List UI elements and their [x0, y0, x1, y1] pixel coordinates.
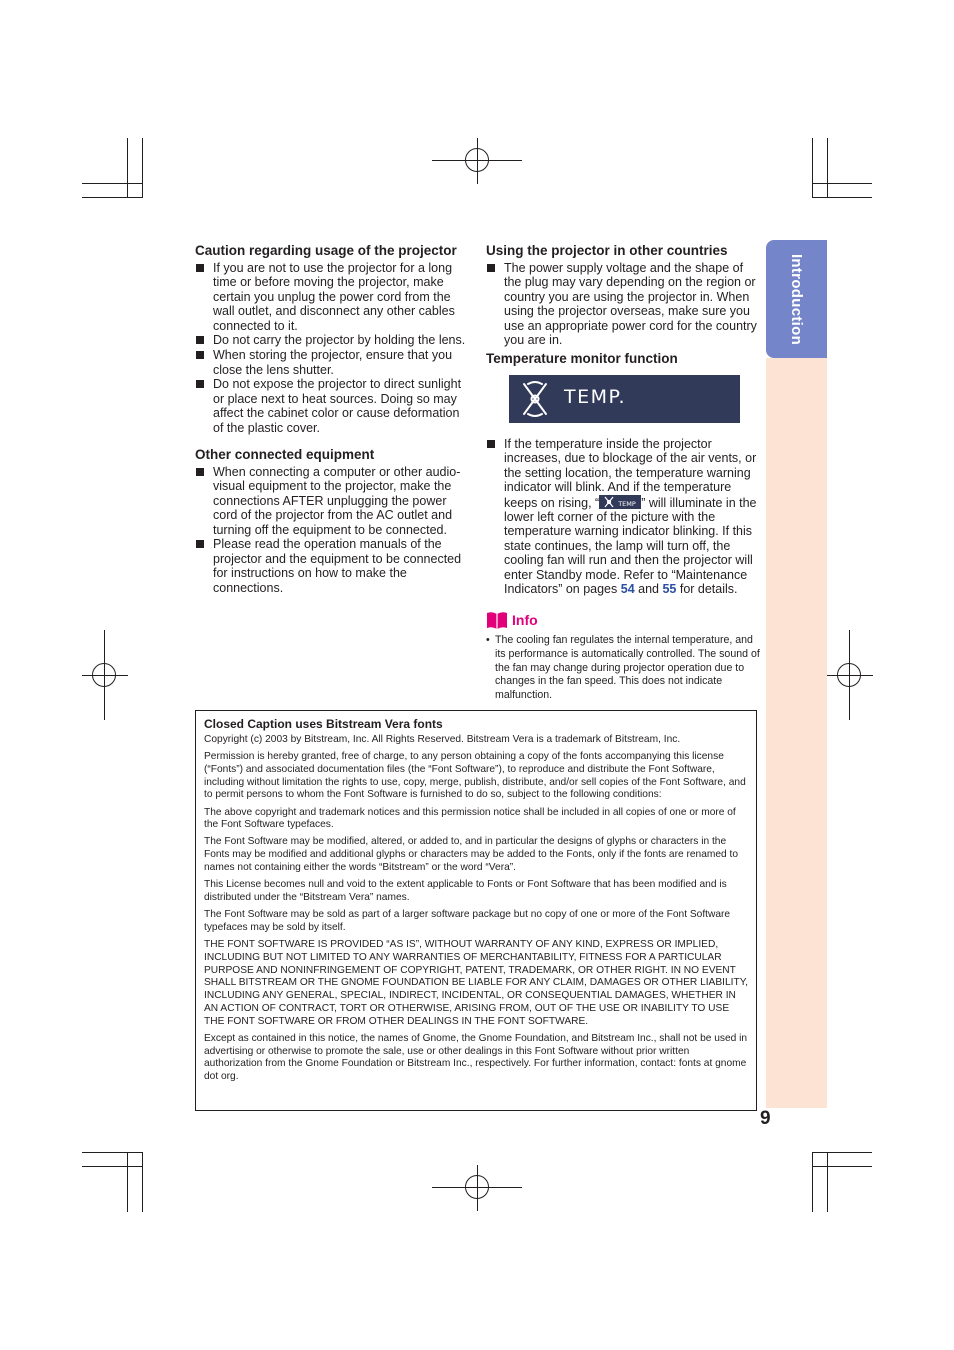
book-icon — [486, 611, 508, 629]
license-paragraph: The above copyright and trademark notices and this permission notice shall be included in all copies of one or more of the Font Software typefaces. — [204, 806, 736, 831]
section-tab-label: Introduction — [788, 253, 805, 345]
temp-text-part1: If the temperature inside the projector increases, due to blockage of the air vents, or the setting location, the temperature warning indicator will blink. And if the temperature keeps on rising, “ — [504, 437, 757, 510]
list-item — [486, 437, 762, 596]
page-link-55[interactable]: 55 — [662, 582, 677, 597]
temperature-warning-icon — [602, 495, 616, 509]
side-strip — [766, 358, 827, 1108]
list-item: Do not expose the projector to direct sunlight or place next to heat sources. Doing so may affect the cabinet color or cause deformation of the plastic cover. — [195, 377, 471, 435]
info-bullet: • — [486, 634, 490, 646]
other-equipment-heading: Other connected equipment — [195, 447, 375, 463]
inline-temp-indicator — [599, 495, 641, 509]
temp-indicator-label: TEMP. — [564, 386, 627, 408]
license-paragraph: This License becomes null and void to the extent applicable to Fonts or Font Software that has been modified and is distributed under the “Bitstream Vera” names. — [204, 879, 727, 903]
license-paragraph: Copyright (c) 2003 by Bitstream, Inc. All Rights Reserved. Bitstream Vera is a trademark of Bitstream, Inc. — [204, 734, 681, 745]
inline-temp-label: TEMP — [618, 499, 636, 508]
list-item: When connecting a computer or other audio-visual equipment to the projector, make the connections AFTER unplugging the power cord of the projector from the AC outlet and turning off the equipment to be connected. — [195, 465, 471, 537]
license-paragraph: The Font Software may be sold as part of a larger software package but no copy of one or more of the Font Software typefaces may be sold by itself. — [204, 909, 731, 933]
temp-text-part3: for details. — [676, 582, 738, 597]
right-column-top — [486, 243, 762, 367]
license-title: Closed Caption uses Bitstream Vera fonts — [204, 717, 443, 731]
right-column-temp-text — [486, 435, 762, 597]
info-title: Info — [512, 612, 538, 628]
temperature-heading: Temperature monitor function — [486, 351, 678, 367]
caution-list — [195, 261, 471, 435]
temp-text-part2: ” will illuminate in the lower left corner of the picture with the temperature warning indicator blinking. If this state continues, the lamp will turn off, the cooling fan will run and then the projector will enter Standby mode. Refer to “Maintenance Indicators” on pages — [504, 495, 757, 597]
countries-list — [486, 261, 762, 347]
license-paragraph: Permission is hereby granted, free of charge, to any person obtaining a copy of the fonts accompanying this license (“Fonts”) and associated documentation files (the “Font Software”), to reproduce and distribute the Font Software, including without limitation the rights to use, copy, merge, publish, distribute, and/or sell copies of the Font Software, and to permit persons to whom the Font Software is furnished to do so, subject to the following conditions: — [204, 751, 746, 801]
list-item: Do not carry the projector by holding the lens. — [195, 333, 471, 347]
countries-heading: Using the projector in other countries — [486, 243, 728, 258]
license-paragraph: Except as contained in this notice, the names of Gnome, the Gnome Foundation, and Bitstream Inc., shall not be used in advertising or otherwise to promote the sale, use or other dealings in this Font Software without prior written authorization from the Gnome Foundation or Bitstream Inc., respectively. For further information, contact: fonts at gnome dot org. — [204, 1032, 748, 1083]
temp-text-and: and — [634, 582, 663, 597]
list-item: The power supply voltage and the shape of the plug may vary depending on the region or country you are using the projector in. When using the projector overseas, make sure you use an appropriate power cord for the country you are in. — [486, 261, 762, 347]
page-number: 9 — [760, 1108, 771, 1129]
license-paragraph: The Font Software may be modified, altered, or added to, and in particular the designs of glyphs or characters in the Fonts may be modified and additional glyphs or characters may be added to the Fonts, only if the fonts are renamed to names not containing either the words “Bitstream” or the word “Vera”. — [204, 836, 739, 874]
list-item: When storing the projector, ensure that you close the lens shutter. — [195, 348, 471, 377]
license-paragraph: THE FONT SOFTWARE IS PROVIDED “AS IS”, WITHOUT WARRANTY OF ANY KIND, EXPRESS OR IMPLIED, INCLUDING BUT NOT LIMITED TO ANY WARRANTIES OF MERCHANTABILITY, FITNESS FOR A PARTICULAR PURPOSE AND NONINFRINGEMENT OF COPYRIGHT, PATENT, TRADEMARK, OR OTHER RIGHT. IN NO EVENT SHALL BITSTREAM OR THE GNOME FOUNDATION BE LIABLE FOR ANY CLAIM, DAMAGES OR OTHER LIABILITY, INCLUDING ANY GENERAL, SPECIAL, INDIRECT, INCIDENTAL, OR CONSEQUENTIAL DAMAGES, WHETHER IN AN ACTION OF CONTRACT, TORT OR OTHERWISE, ARISING FROM, OUT OF THE USE OR INABILITY TO USE THE FONT SOFTWARE OR FROM OTHER DEALINGS IN THE FONT SOFTWARE. — [204, 938, 749, 1027]
info-header — [486, 611, 538, 629]
other-equipment-list — [195, 465, 471, 595]
list-item: If you are not to use the projector for a long time or before moving the projector, make certain you unplug the power cord from the wall outlet, and disconnect any other cables connected to it. — [195, 261, 471, 333]
info-note — [486, 634, 761, 703]
caution-heading: Caution regarding usage of the projector — [195, 243, 457, 258]
section-tab-label-wrap — [766, 240, 827, 358]
left-column — [195, 243, 471, 595]
temperature-list — [486, 437, 762, 596]
page-link-54[interactable]: 54 — [620, 582, 635, 597]
list-item: Please read the operation manuals of the projector and the equipment to be connected for instructions on how to make the connections. — [195, 537, 471, 595]
font-license-box — [195, 710, 757, 1111]
info-text: The cooling fan regulates the internal temperature, and its performance is automatically controlled. The sound of the fan may change during projector operation due to changes in the fan speed. This does not indicate malfunction. — [495, 634, 760, 702]
temperature-warning-icon — [517, 379, 553, 419]
temp-indicator-display — [509, 375, 740, 423]
